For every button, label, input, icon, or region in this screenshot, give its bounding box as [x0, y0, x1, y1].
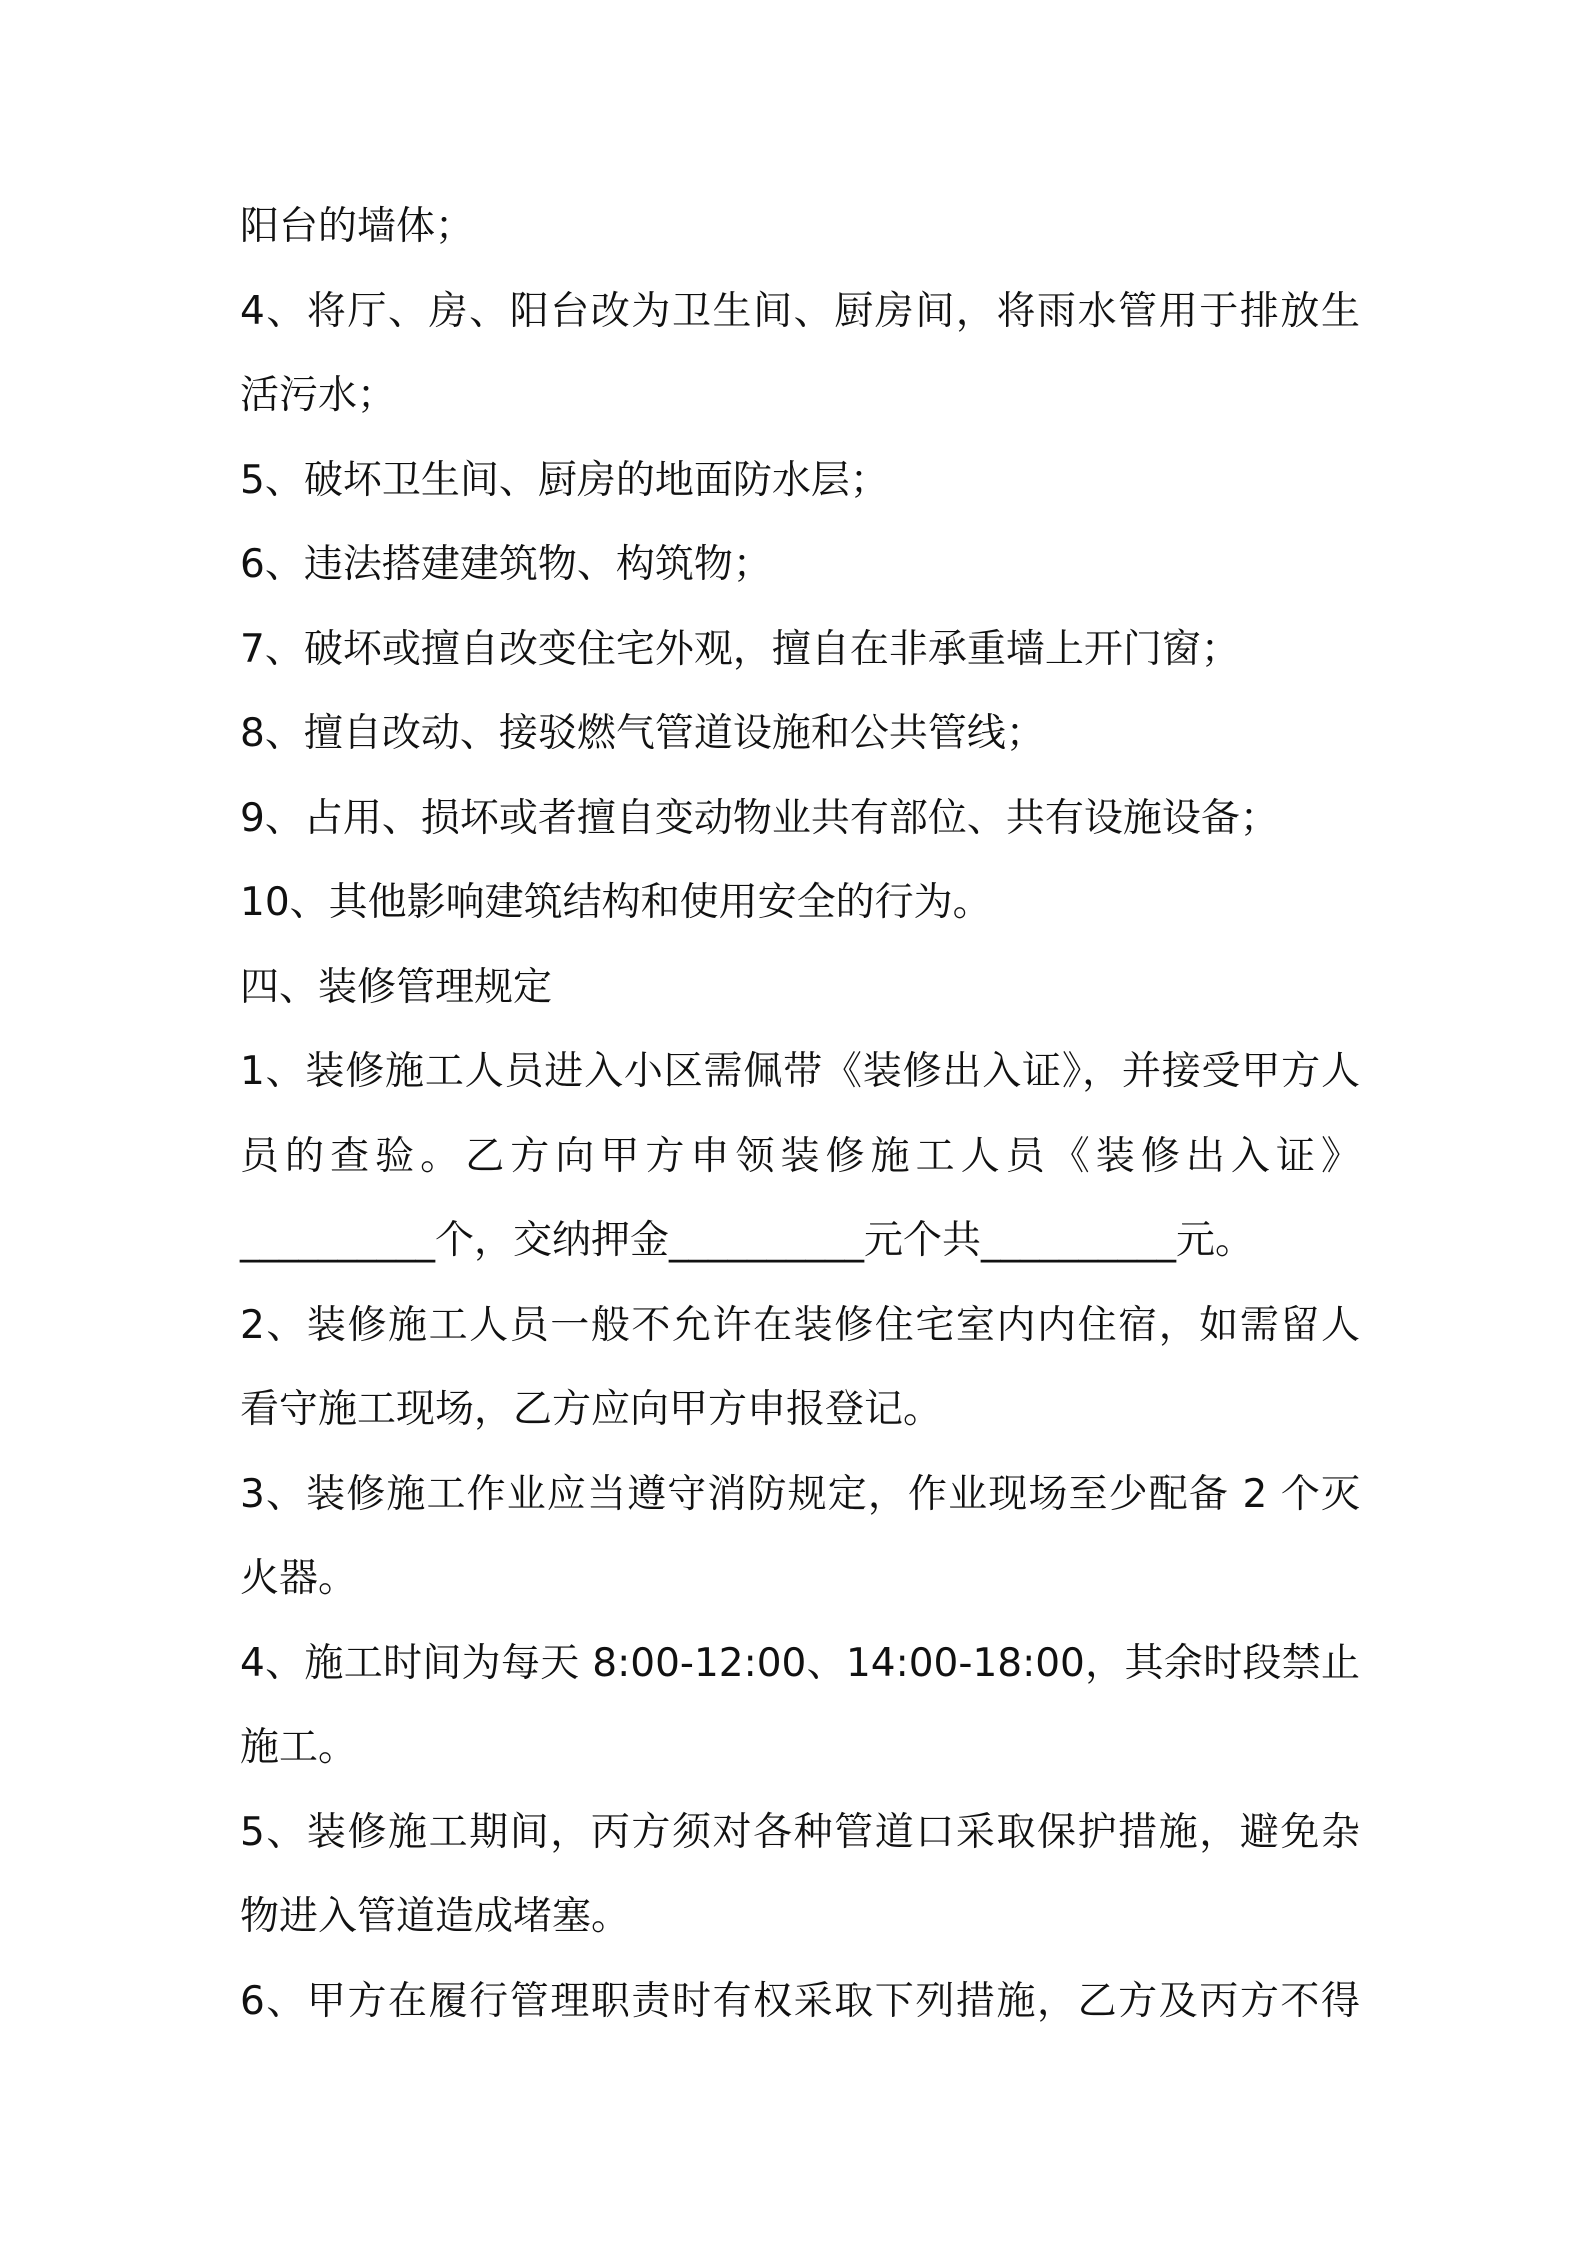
section-heading: 四、装修管理规定: [240, 964, 553, 1010]
text-line: 6、甲方在履行管理职责时有权采取下列措施，乙方及丙方不得: [240, 1978, 1360, 2024]
text-line: 8、擅自改动、接驳燃气管道设施和公共管线；: [240, 711, 1045, 756]
text-line: 1、装修施工人员进入小区需佩带《装修出入证》，并接受甲方人: [240, 1049, 1360, 1094]
text-line: 施工。: [240, 1725, 358, 1770]
text-line: 阳台的墙体；: [240, 204, 475, 249]
text-line: 9、占用、损坏或者擅自变动物业共有部位、共有设施设备；: [240, 795, 1279, 841]
text-line: 看守施工现场，乙方应向甲方申报登记。: [240, 1387, 943, 1432]
text-line: 7、破坏或擅自改变住宅外观，擅自在非承重墙上开门窗；: [240, 626, 1240, 672]
text-line: 火器。: [240, 1556, 358, 1601]
text-line: 员的查验。乙方向甲方申领装修施工人员《装修出入证》: [240, 1133, 1360, 1179]
document-body: [240, 197, 1360, 2056]
text-line: 10、其他影响建筑结构和使用安全的行为。: [240, 880, 992, 925]
text-line: 5、装修施工期间，丙方须对各种管道口采取保护措施，避免杂: [240, 1809, 1360, 1855]
fill-in-blank-line: __________个，交纳押金__________元个共__________元。: [240, 1218, 1255, 1263]
text-line: 4、将厅、房、阳台改为卫生间、厨房间，将雨水管用于排放生: [240, 288, 1360, 334]
text-line: 3、装修施工作业应当遵守消防规定，作业现场至少配备 2 个灭: [240, 1471, 1360, 1517]
text-line: 6、违法搭建建筑物、构筑物；: [240, 542, 772, 587]
text-line: 物进入管道造成堵塞。: [240, 1894, 631, 1939]
text-line: 活污水；: [240, 373, 397, 418]
text-line: 5、破坏卫生间、厨房的地面防水层；: [240, 457, 889, 503]
text-line: 4、施工时间为每天 8:00-12:00、14:00-18:00，其余时段禁止: [240, 1640, 1360, 1686]
text-line: 2、装修施工人员一般不允许在装修住宅室内内住宿，如需留人: [240, 1302, 1360, 1348]
